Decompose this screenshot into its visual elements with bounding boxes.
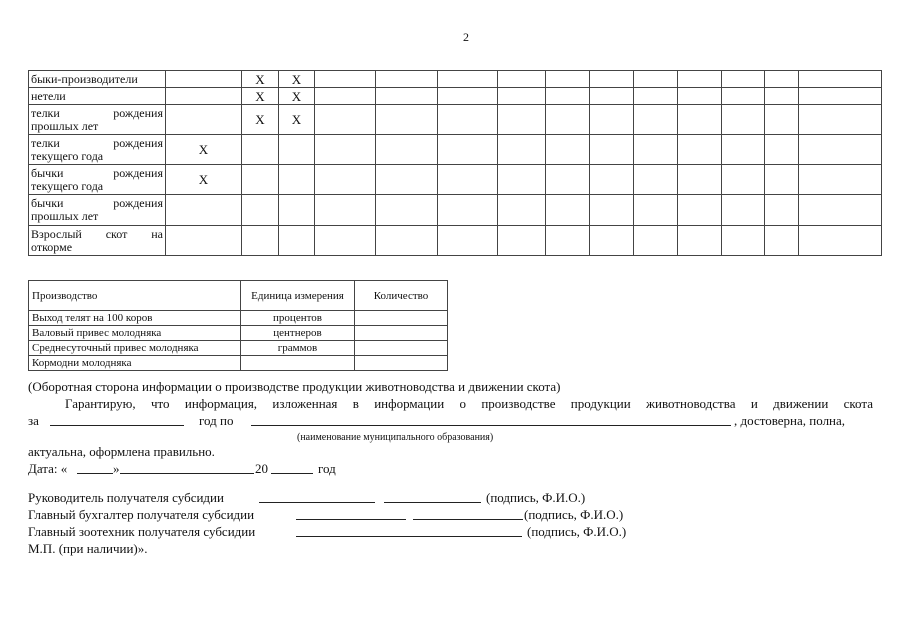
livestock-row (29, 135, 882, 165)
livestock-cell[interactable] (799, 71, 882, 88)
livestock-cell-mark[interactable] (279, 195, 315, 226)
livestock-cell-mark[interactable] (279, 135, 315, 165)
livestock-cell-mark[interactable] (242, 135, 279, 165)
production-row-qty[interactable] (355, 311, 448, 326)
livestock-row-label: бычки рождения прошлых лет (29, 195, 166, 226)
date-day-field[interactable] (77, 461, 113, 474)
accountant-signature-field[interactable] (296, 507, 406, 520)
production-row-unit: процентов (241, 311, 355, 326)
livestock-cell[interactable] (678, 135, 722, 165)
production-row (29, 341, 448, 356)
livestock-cell[interactable] (590, 71, 634, 88)
livestock-cell-mark[interactable] (242, 195, 279, 226)
livestock-cell[interactable] (799, 226, 882, 256)
livestock-cell-mark[interactable] (242, 165, 279, 195)
livestock-cell[interactable] (722, 71, 765, 88)
livestock-row-label: телки рождения прошлых лет (29, 105, 166, 135)
header-unit: Единица измерения (241, 281, 355, 311)
head-label: Руководитель получателя субсидии (28, 490, 224, 505)
livestock-row-label: телки рождения текущего года (29, 135, 166, 165)
production-row-qty[interactable] (355, 341, 448, 356)
livestock-cell[interactable] (722, 105, 765, 135)
livestock-cell[interactable] (799, 195, 882, 226)
livestock-cell-mark[interactable]: X (166, 165, 242, 195)
livestock-cell-mark[interactable]: X (279, 105, 315, 135)
livestock-cell[interactable] (546, 88, 590, 105)
livestock-cell[interactable] (799, 135, 882, 165)
municipality-field[interactable] (251, 413, 731, 426)
livestock-cell[interactable] (438, 135, 498, 165)
livestock-cell-mark[interactable] (166, 105, 242, 135)
livestock-cell[interactable] (438, 226, 498, 256)
livestock-cell[interactable] (376, 226, 438, 256)
livestock-cell[interactable] (315, 226, 376, 256)
livestock-cell[interactable] (315, 88, 376, 105)
livestock-cell[interactable] (438, 71, 498, 88)
production-row-unit: центнеров (241, 326, 355, 341)
stamp-note: М.П. (при наличии)». (28, 541, 148, 556)
livestock-cell[interactable] (498, 226, 546, 256)
livestock-cell[interactable] (634, 226, 678, 256)
livestock-row (29, 226, 882, 256)
production-row-name: Кормодни молодняка (29, 356, 241, 371)
livestock-cell[interactable] (765, 226, 799, 256)
production-table (28, 280, 448, 371)
accountant-sign-hint: (подпись, Ф.И.О.) (524, 507, 624, 522)
livestock-cell-mark[interactable] (166, 226, 242, 256)
production-row-name: Выход телят на 100 коров (29, 311, 241, 326)
god-po-label: год по (199, 413, 234, 428)
date-prefix: Дата: « (28, 461, 68, 476)
livestock-cell[interactable] (376, 71, 438, 88)
accountant-label: Главный бухгалтер получателя субсидии (28, 507, 255, 522)
production-row-unit: граммов (241, 341, 355, 356)
livestock-cell[interactable] (438, 88, 498, 105)
production-row (29, 356, 448, 371)
head-signature-field[interactable] (259, 490, 375, 503)
livestock-cell[interactable] (634, 135, 678, 165)
livestock-cell[interactable] (765, 135, 799, 165)
livestock-cell[interactable] (498, 88, 546, 105)
livestock-cell[interactable] (438, 195, 498, 226)
production-row (29, 326, 448, 341)
production-row-qty[interactable] (355, 356, 448, 371)
livestock-cell[interactable] (678, 195, 722, 226)
livestock-cell[interactable] (722, 195, 765, 226)
production-row-name: Среднесуточный привес молодняка (29, 341, 241, 356)
header-production: Производство (29, 281, 241, 311)
livestock-cell-mark[interactable] (279, 226, 315, 256)
livestock-cell[interactable] (438, 165, 498, 195)
production-row (29, 311, 448, 326)
livestock-table (28, 70, 882, 256)
production-row-name: Валовый привес молодняка (29, 326, 241, 341)
livestock-cell[interactable] (590, 88, 634, 105)
livestock-row (29, 88, 882, 105)
livestock-cell[interactable] (634, 88, 678, 105)
livestock-cell[interactable] (590, 165, 634, 195)
municipality-hint: (наименование муниципального образования) (297, 432, 494, 443)
livestock-cell-mark[interactable] (242, 226, 279, 256)
head-name-field[interactable] (384, 490, 481, 503)
za-label: за (28, 413, 39, 428)
livestock-cell[interactable] (765, 71, 799, 88)
livestock-cell[interactable] (765, 165, 799, 195)
livestock-cell[interactable] (376, 165, 438, 195)
livestock-cell[interactable] (546, 71, 590, 88)
livestock-cell[interactable] (678, 105, 722, 135)
reverse-side-note: (Оборотная сторона информации о производстве продукции животноводства и движении скота) (28, 379, 561, 394)
livestock-cell[interactable] (799, 165, 882, 195)
livestock-cell-mark[interactable] (166, 71, 242, 88)
livestock-cell[interactable] (546, 165, 590, 195)
livestock-cell[interactable] (765, 88, 799, 105)
livestock-row (29, 165, 882, 195)
livestock-row-label: бычки рождения текущего года (29, 165, 166, 195)
livestock-cell[interactable] (546, 195, 590, 226)
livestock-cell[interactable] (678, 226, 722, 256)
livestock-cell-mark[interactable]: X (242, 71, 279, 88)
head-sign-hint: (подпись, Ф.И.О.) (486, 490, 586, 505)
livestock-cell[interactable] (376, 88, 438, 105)
livestock-cell[interactable] (634, 195, 678, 226)
accountant-name-field[interactable] (413, 507, 523, 520)
date-mid: » (113, 461, 120, 476)
livestock-cell[interactable] (498, 71, 546, 88)
date-god: год (318, 461, 336, 476)
livestock-cell[interactable] (498, 195, 546, 226)
livestock-cell-mark[interactable]: X (242, 105, 279, 135)
guarantee-text: Гарантирую, что информация, изложенная в информации о производстве продукции животноводства и движении скота (65, 396, 873, 411)
livestock-cell-mark[interactable] (166, 195, 242, 226)
zootech-label: Главный зоотехник получателя субсидии (28, 524, 256, 539)
livestock-cell[interactable] (799, 88, 882, 105)
livestock-cell-mark[interactable]: X (242, 88, 279, 105)
livestock-cell[interactable] (590, 195, 634, 226)
livestock-cell[interactable] (634, 71, 678, 88)
livestock-cell[interactable] (315, 105, 376, 135)
livestock-cell[interactable] (722, 226, 765, 256)
livestock-cell[interactable] (315, 135, 376, 165)
livestock-cell[interactable] (546, 105, 590, 135)
livestock-cell-mark[interactable] (166, 88, 242, 105)
livestock-cell[interactable] (438, 105, 498, 135)
date-month-field[interactable] (120, 461, 254, 474)
livestock-cell[interactable] (634, 105, 678, 135)
livestock-cell[interactable] (722, 135, 765, 165)
livestock-cell[interactable] (799, 105, 882, 135)
livestock-cell[interactable] (498, 135, 546, 165)
livestock-cell[interactable] (546, 226, 590, 256)
livestock-row (29, 105, 882, 135)
livestock-cell[interactable] (765, 105, 799, 135)
date-year-field[interactable] (271, 461, 313, 474)
livestock-cell[interactable] (498, 105, 546, 135)
livestock-cell[interactable] (678, 88, 722, 105)
dostoverna-text: , достоверна, полна, (734, 413, 846, 428)
livestock-cell[interactable] (590, 226, 634, 256)
livestock-cell[interactable] (722, 165, 765, 195)
year-from-field[interactable] (50, 413, 184, 426)
livestock-cell[interactable] (678, 165, 722, 195)
livestock-row-label: нетели (29, 88, 166, 105)
production-row-unit (241, 356, 355, 371)
livestock-cell-mark[interactable]: X (279, 71, 315, 88)
livestock-cell[interactable] (376, 135, 438, 165)
livestock-cell[interactable] (634, 165, 678, 195)
zootech-signature-field[interactable] (296, 524, 522, 537)
livestock-cell[interactable] (590, 105, 634, 135)
livestock-row (29, 71, 882, 88)
livestock-cell[interactable] (315, 71, 376, 88)
date-year-prefix: 20 (255, 461, 268, 476)
livestock-row-label: Взрослый скот на откорме (29, 226, 166, 256)
livestock-cell[interactable] (315, 195, 376, 226)
aktualna-text: актуальна, оформлена правильно. (28, 444, 215, 459)
zootech-sign-hint: (подпись, Ф.И.О.) (527, 524, 627, 539)
livestock-cell[interactable] (590, 135, 634, 165)
livestock-cell[interactable] (722, 88, 765, 105)
header-quantity: Количество (355, 281, 448, 311)
livestock-cell[interactable] (376, 105, 438, 135)
livestock-cell[interactable] (546, 135, 590, 165)
livestock-cell[interactable] (376, 195, 438, 226)
livestock-row (29, 195, 882, 226)
livestock-cell-mark[interactable] (279, 165, 315, 195)
livestock-cell-mark[interactable]: X (279, 88, 315, 105)
production-row-qty[interactable] (355, 326, 448, 341)
livestock-cell[interactable] (315, 165, 376, 195)
livestock-cell[interactable] (765, 195, 799, 226)
livestock-cell[interactable] (678, 71, 722, 88)
livestock-cell-mark[interactable]: X (166, 135, 242, 165)
page-number: 2 (463, 30, 469, 44)
livestock-row-label: быки-производители (29, 71, 166, 88)
livestock-cell[interactable] (498, 165, 546, 195)
